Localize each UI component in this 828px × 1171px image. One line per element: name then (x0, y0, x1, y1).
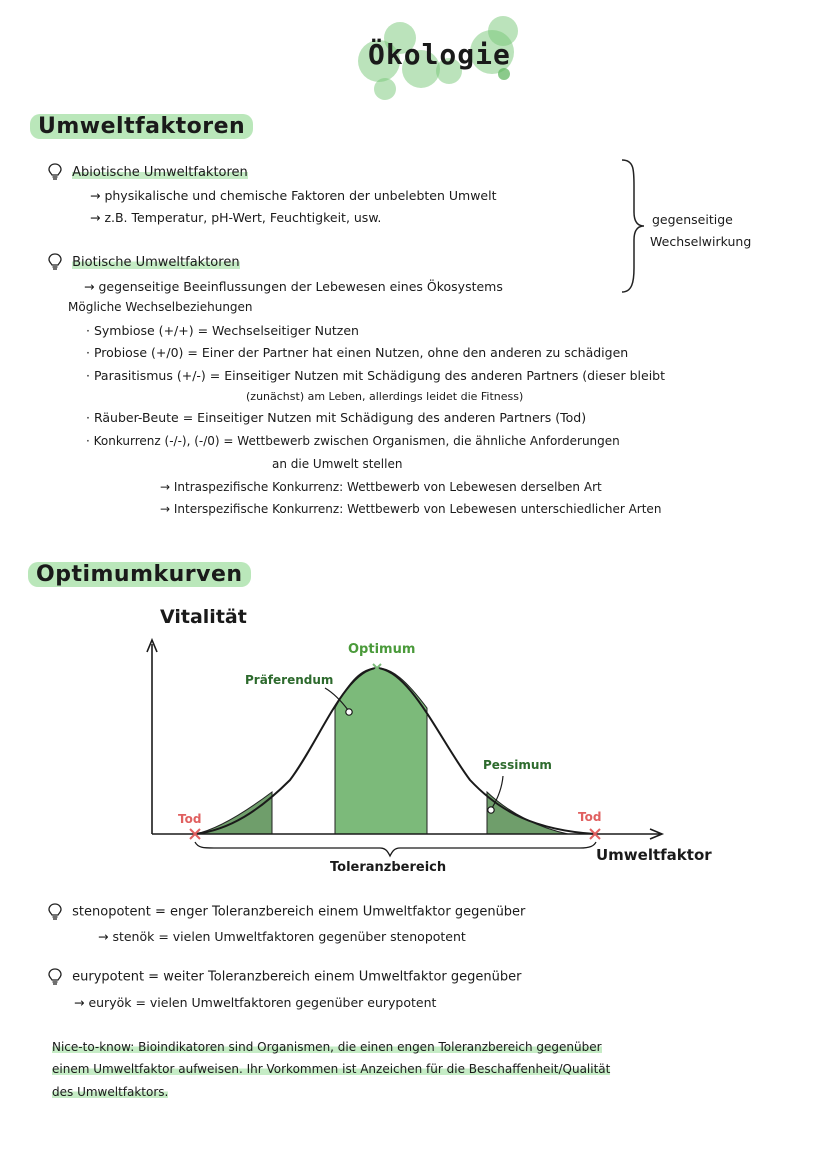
curly-brace (618, 156, 648, 296)
lightbulb-icon (48, 903, 62, 921)
stenoek-line: → stenök = vielen Umweltfaktoren gegenüber stenopotent (98, 929, 466, 944)
abiotic-line-1: → physikalische und chemische Faktoren der unbelebten Umwelt (90, 188, 497, 203)
relation-probiose: · Probiose (+/0) = Einer der Partner hat einen Nutzen, ohne den anderen zu schädigen (86, 345, 629, 360)
brace-note-2: Wechselwirkung (650, 234, 752, 249)
y-axis-label: Vitalität (160, 606, 247, 628)
relation-interspezifisch: → Interspezifische Konkurrenz: Wettbewerb von Lebewesen unterschiedlicher Arten (160, 502, 662, 516)
x-axis-label: Umweltfaktor (596, 846, 712, 864)
abiotic-line-2: → z.B. Temperatur, pH-Wert, Feuchtigkeit, usw. (90, 210, 382, 225)
section-heading-optimumkurven: Optimumkurven (28, 562, 251, 587)
pessimum-area-left (195, 792, 272, 834)
pessimum-label: Pessimum (483, 758, 552, 772)
euryoek-line: → euryök = vielen Umweltfaktoren gegenüber eurypotent (74, 995, 437, 1010)
abiotic-label: Abiotische Umweltfaktoren (48, 163, 248, 181)
relation-parasitismus: · Parasitismus (+/-) = Einseitiger Nutzen mit Schädigung des anderen Partners (dieser bleibt (86, 368, 665, 383)
nice-to-know-line-3: des Umweltfaktors. (52, 1085, 169, 1099)
relation-konkurrenz: · Konkurrenz (-/-), (-/0) = Wettbewerb zwischen Organismen, die ähnliche Anforderungen (86, 434, 620, 448)
relation-symbiose: · Symbiose (+/+) = Wechselseitiger Nutzen (86, 323, 359, 338)
eurypotent-line: eurypotent = weiter Toleranzbereich einem Umweltfaktor gegenüber (48, 968, 521, 986)
relation-konkurrenz-cont: an die Umwelt stellen (272, 457, 403, 471)
nice-to-know-line-1: Nice-to-know: Bioindikatoren sind Organismen, die einen engen Toleranzbereich gegenüber (52, 1040, 602, 1054)
page-title: Ökologie (368, 38, 511, 71)
stenopotent-line: stenopotent = enger Toleranzbereich einem Umweltfaktor gegenüber (48, 903, 525, 921)
tod-left-label: Tod (178, 812, 202, 826)
relations-heading: Mögliche Wechselbeziehungen (68, 300, 253, 314)
tolerance-brace (195, 842, 596, 856)
optimum-label: Optimum (348, 642, 416, 657)
praeferendum-label: Präferendum (245, 673, 334, 687)
nice-to-know-line-2: einem Umweltfaktor aufweisen. Ihr Vorkommen ist Anzeichen für die Beschaffenheit/Qualität (52, 1062, 611, 1076)
toleranz-label: Toleranzbereich (330, 860, 447, 875)
relation-parasitismus-cont: (zunächst) am Leben, allerdings leidet die Fitness) (246, 390, 524, 403)
optimum-curve-diagram (0, 590, 828, 890)
lightbulb-icon (48, 253, 62, 271)
section-heading-umweltfaktoren: Umweltfaktoren (30, 114, 253, 139)
lightbulb-icon (48, 968, 62, 986)
biotic-line-1: → gegenseitige Beeinflussungen der Lebewesen eines Ökosystems (84, 279, 503, 294)
relation-intraspezifisch: → Intraspezifische Konkurrenz: Wettbewerb von Lebewesen derselben Art (160, 480, 602, 494)
tod-right-label: Tod (578, 810, 602, 824)
relation-raeuber-beute: · Räuber-Beute = Einseitiger Nutzen mit Schädigung des anderen Partners (Tod) (86, 410, 587, 425)
biotic-label: Biotische Umweltfaktoren (48, 253, 240, 271)
brace-note-1: gegenseitige (652, 212, 733, 227)
lightbulb-icon (48, 163, 62, 181)
